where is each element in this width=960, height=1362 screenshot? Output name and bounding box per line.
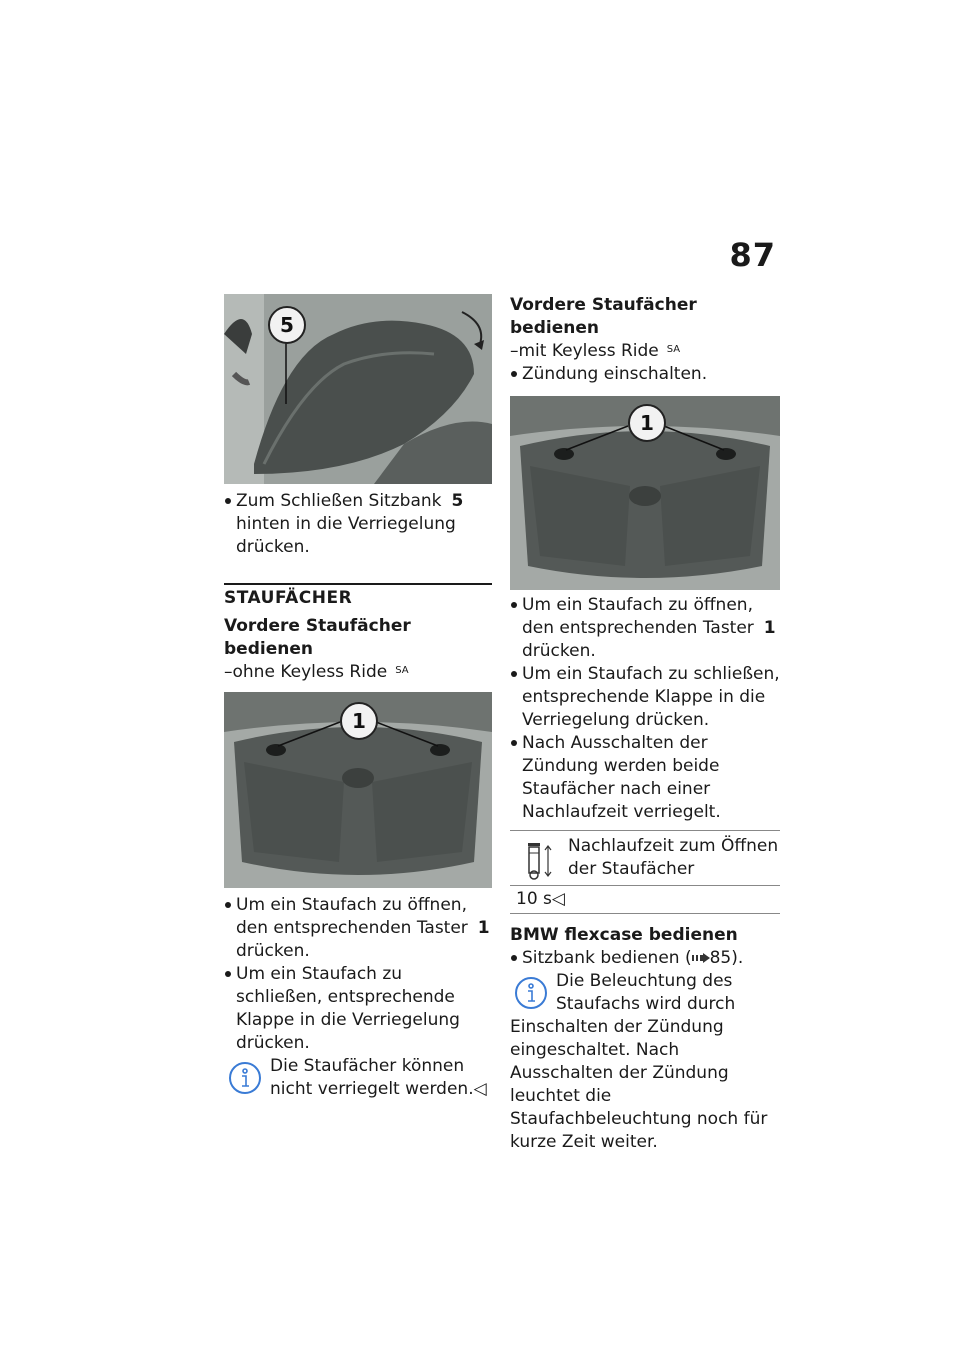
info-note-right [510,970,780,1154]
subheading-without-keyless: –ohne Keyless Ride $^{SA}$ [224,662,409,682]
right-column [510,294,780,1154]
spec-label: Nachlaufzeit zum Öffnen der Staufächer [568,836,779,879]
seat-close-step: Zum Schließen Sitzbank 5 hinten in die Verriegelung drücken. [224,490,492,559]
close-compartment-step-right: Um ein Staufach zu schließen, entsprechende Klappe in die Verriegelung drücken. [510,663,780,732]
callout-5: 5 [268,306,306,344]
note-text: Die Staufächer können nicht verriegelt werden.◁ [270,1056,487,1099]
left-column [224,294,492,1101]
info-icon-right [514,976,548,1010]
spec-value: 10 s◁ [516,889,565,909]
spec-label-row [510,831,780,886]
page-ref-arrow-icon [692,953,710,963]
info-icon [228,1061,262,1095]
spec-table [510,830,780,914]
info-note-left [224,1055,492,1101]
page-number: 87 [729,236,776,274]
heading-front-compartments: Vordere Staufächer bedienen [224,616,411,659]
seat-figure [224,294,492,484]
heading-flexcase: BMW flexcase bedienen [510,925,738,945]
open-compartment-step-right: Um ein Staufach zu öffnen, den entsprechenden Taster 1 drücken. [510,594,780,663]
seat-illustration [224,294,492,484]
auto-lock-step: Nach Ausschalten der Zündung werden beide Staufächer nach einer Nachlaufzeit verriegelt. [510,732,780,824]
open-compartment-step: Um ein Staufach zu öffnen, den entsprechenden Taster 1 drücken. [224,894,492,963]
compartments-figure-2 [510,396,780,590]
subheading-with-keyless: –mit Keyless Ride $^{SA}$ [510,341,681,361]
callout-1-right: 1 [628,404,666,442]
section-title: STAUFÄCHER [224,583,492,609]
heading-front-compartments-keyless: Vordere Staufächer bedienen [510,295,697,338]
callout-1: 1 [340,702,378,740]
timer-icon [524,841,558,881]
note-text-right: Die Beleuchtung des Staufachs wird durch Einschalten der Zündung eingeschaltet. Nach Ausschalten der Zündung leuchtet die Staufachbeleuchtung noch für kurze Zeit weiter. [510,971,768,1152]
seat-operate-step: Sitzbank bedienen ( 85). [510,947,780,970]
ignition-on-step: Zündung einschalten. [510,363,780,386]
compartments-figure-1 [224,692,492,888]
close-compartment-step: Um ein Staufach zu schließen, entsprechende Klappe in die Verriegelung drücken. [224,963,492,1055]
